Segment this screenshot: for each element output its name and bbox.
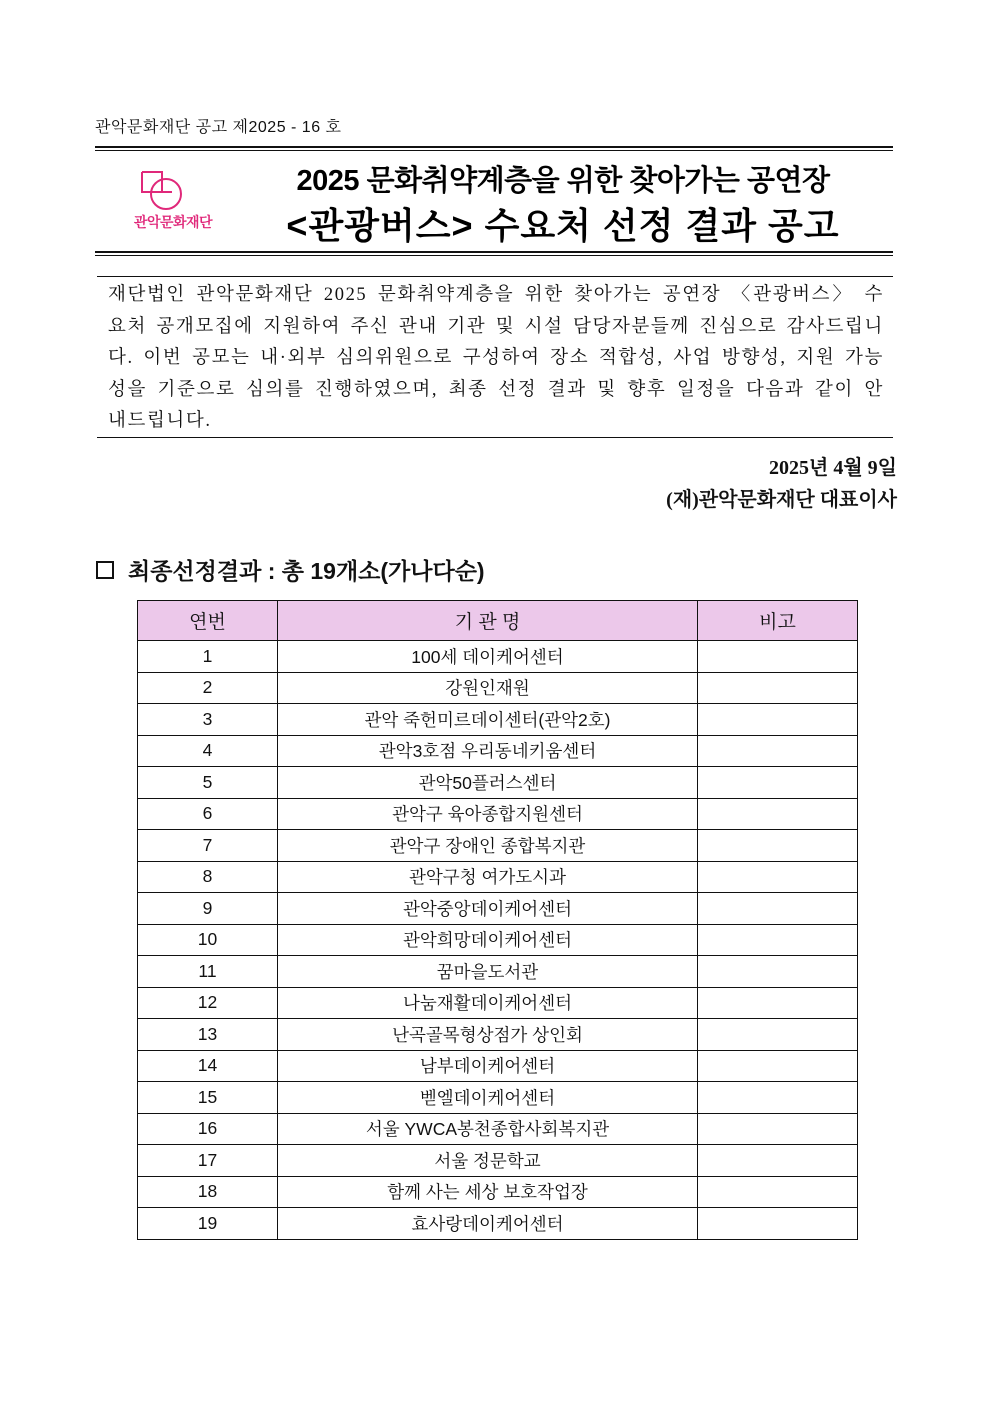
- institution-name: 관악 죽헌미르데이센터(관악2호): [278, 704, 698, 736]
- row-number: 11: [138, 956, 278, 988]
- institution-name: 꿈마을도서관: [278, 956, 698, 988]
- page-title-line-1: 2025 문화취약계층을 위한 찾아가는 공연장: [296, 165, 830, 197]
- table-row: [138, 830, 858, 862]
- row-note: [698, 672, 858, 704]
- document-number: 관악문화재단 공고 제2025 - 16 호: [95, 119, 342, 136]
- institution-name: 서울 정문학교: [278, 1145, 698, 1177]
- row-note: [698, 1145, 858, 1177]
- logo-text: 관악문화재단: [133, 214, 213, 230]
- table-row: [138, 641, 858, 673]
- table-header-row: [138, 601, 858, 641]
- row-note: [698, 641, 858, 673]
- table-row: [138, 1208, 858, 1240]
- row-note: [698, 1113, 858, 1145]
- row-number: 18: [138, 1176, 278, 1208]
- row-note: [698, 893, 858, 925]
- institution-name: 관악구 육아종합지원센터: [278, 798, 698, 830]
- row-number: 8: [138, 861, 278, 893]
- row-note: [698, 1082, 858, 1114]
- table-row: [138, 987, 858, 1019]
- row-note: [698, 987, 858, 1019]
- row-number: 4: [138, 735, 278, 767]
- table-row: [138, 924, 858, 956]
- row-note: [698, 956, 858, 988]
- foundation-logo: [118, 162, 228, 240]
- row-number: 2: [138, 672, 278, 704]
- row-number: 15: [138, 1082, 278, 1114]
- institution-name: 난곡골목형상점가 상인회: [278, 1019, 698, 1051]
- row-note: [698, 767, 858, 799]
- row-note: [698, 924, 858, 956]
- results-table: [137, 600, 858, 1240]
- row-number: 14: [138, 1050, 278, 1082]
- table-body: [138, 641, 858, 1240]
- institution-name: 관악희망데이케어센터: [278, 924, 698, 956]
- table-row: [138, 1176, 858, 1208]
- checkbox-icon: [96, 561, 114, 579]
- institution-name: 나눔재활데이케어센터: [278, 987, 698, 1019]
- table-row: [138, 672, 858, 704]
- institution-name: 관악구 장애인 종합복지관: [278, 830, 698, 862]
- row-number: 3: [138, 704, 278, 736]
- row-number: 7: [138, 830, 278, 862]
- row-note: [698, 1208, 858, 1240]
- row-note: [698, 830, 858, 862]
- announcement-date: 2025년 4월 9일: [769, 457, 897, 479]
- table-row: [138, 1145, 858, 1177]
- intro-paragraph: 재단법인 관악문화재단 2025 문화취약계층을 위한 찾아가는 공연장 〈관광버스〉 수요처 공개모집에 지원하여 주신 관내 기관 및 시설 담당자분들께 진심으로 감사드립니다. 이번 공모는 내·외부 심의위원으로 구성하여 장소 적합성, 사업 방향성, 지원 가능성을 기준으로 심의를 진행하였으며, 최종 선정 결과 및 향후 일정을 다음과 같이 안내드립니다.: [108, 285, 884, 432]
- table-row: [138, 767, 858, 799]
- institution-name: 관악3호점 우리동네키움센터: [278, 735, 698, 767]
- row-number: 19: [138, 1208, 278, 1240]
- table-row: [138, 861, 858, 893]
- row-note: [698, 861, 858, 893]
- table-row: [138, 956, 858, 988]
- institution-name: 남부데이케어센터: [278, 1050, 698, 1082]
- table-row: [138, 1113, 858, 1145]
- table-row: [138, 1082, 858, 1114]
- header-divider-top: [95, 146, 893, 149]
- table-row: [138, 893, 858, 925]
- institution-name: 관악중앙데이케어센터: [278, 893, 698, 925]
- institution-name: 벧엘데이케어센터: [278, 1082, 698, 1114]
- row-note: [698, 1176, 858, 1208]
- foundation-logo-icon: [118, 162, 228, 212]
- section-heading: [96, 553, 485, 586]
- institution-name: 효사랑데이케어센터: [278, 1208, 698, 1240]
- column-header-name: 기 관 명: [278, 601, 698, 641]
- section-heading-text: 최종선정결과 : 총 19개소(가나다순): [128, 558, 485, 584]
- table-row: [138, 704, 858, 736]
- row-note: [698, 704, 858, 736]
- row-number: 9: [138, 893, 278, 925]
- row-note: [698, 798, 858, 830]
- row-note: [698, 735, 858, 767]
- column-header-note: 비고: [698, 601, 858, 641]
- page-title-line-2: <관광버스> 수요처 선정 결과 공고: [286, 205, 840, 246]
- table-row: [138, 735, 858, 767]
- row-note: [698, 1050, 858, 1082]
- column-header-number: 연번: [138, 601, 278, 641]
- row-number: 10: [138, 924, 278, 956]
- signer: (재)관악문화재단 대표이사: [666, 489, 897, 511]
- row-number: 1: [138, 641, 278, 673]
- table-row: [138, 1050, 858, 1082]
- row-number: 13: [138, 1019, 278, 1051]
- row-number: 12: [138, 987, 278, 1019]
- institution-name: 관악구청 여가도시과: [278, 861, 698, 893]
- header-divider-bottom: [95, 251, 893, 254]
- institution-name: 서울 YWCA봉천종합사회복지관: [278, 1113, 698, 1145]
- institution-name: 관악50플러스센터: [278, 767, 698, 799]
- table-row: [138, 1019, 858, 1051]
- row-note: [698, 1019, 858, 1051]
- intro-box: [97, 276, 893, 438]
- table-row: [138, 798, 858, 830]
- institution-name: 함께 사는 세상 보호작업장: [278, 1176, 698, 1208]
- row-number: 17: [138, 1145, 278, 1177]
- institution-name: 100세 데이케어센터: [278, 641, 698, 673]
- row-number: 6: [138, 798, 278, 830]
- row-number: 5: [138, 767, 278, 799]
- row-number: 16: [138, 1113, 278, 1145]
- institution-name: 강원인재원: [278, 672, 698, 704]
